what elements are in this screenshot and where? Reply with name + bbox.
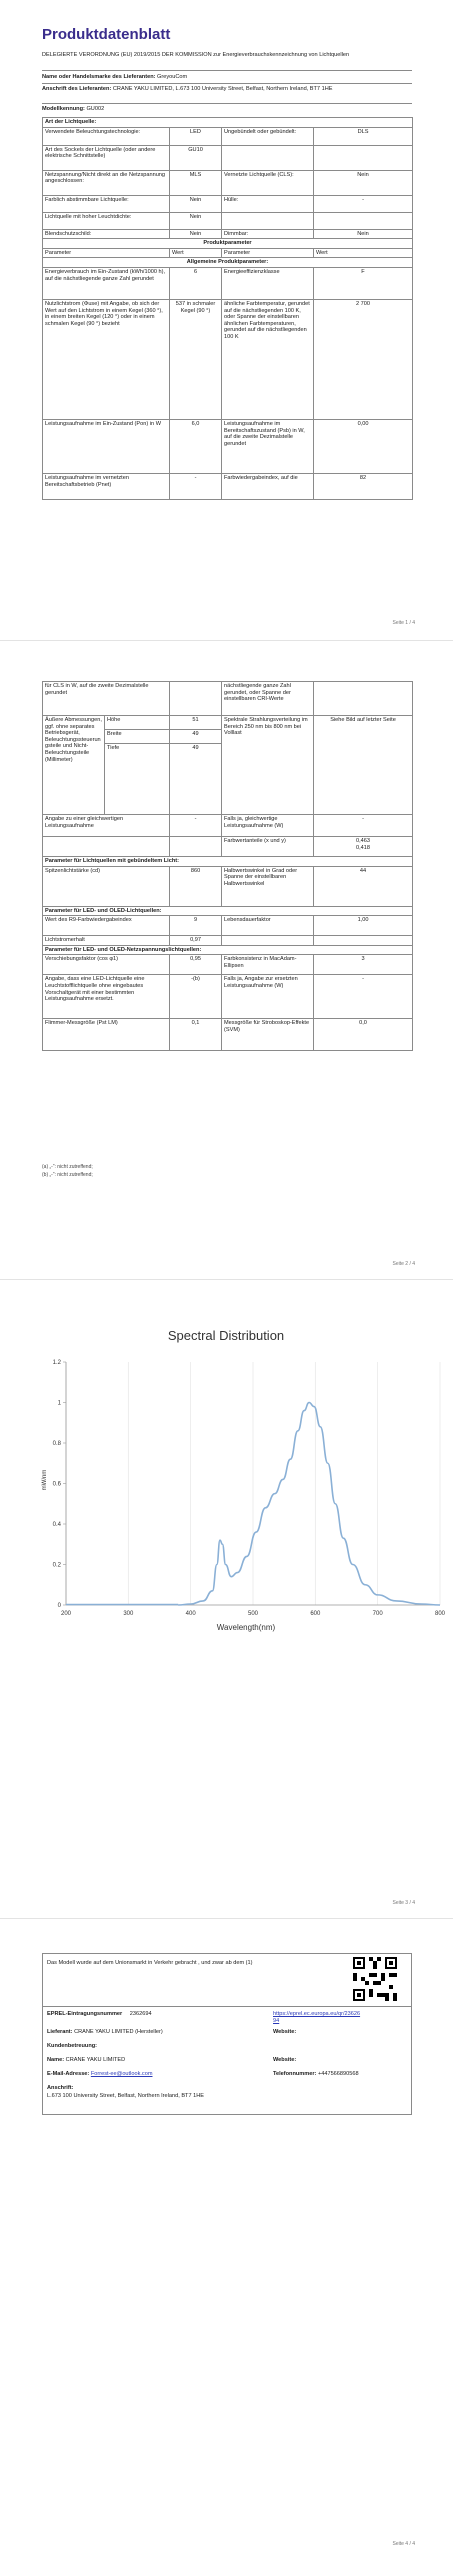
cell-label: Angabe, dass eine LED-Lichtquelle eine Leuchtstofflichtquelle ohne eingebautes Vorschaltgerät mit einer bestimmten Leistungsaufnahme ersetzt. — [43, 975, 170, 1019]
cell-value: F — [314, 267, 413, 299]
info-box — [42, 1953, 412, 2115]
cell-value: 860 — [170, 866, 222, 906]
chart-title: Spectral Distribution — [167, 1328, 285, 1343]
cell-label: Wert des R9-Farbwiedergabeindex — [43, 916, 170, 936]
cell-label: Spektrale Strahlungsverteilung im Bereich 250 nm bis 800 nm bei Volllast — [222, 716, 314, 815]
email-row — [47, 2071, 152, 2078]
cell-label — [222, 936, 314, 946]
eprel-link[interactable]: https://eprel.ec.europa.eu/qr/2362694 — [273, 2011, 361, 2024]
tel-row — [273, 2071, 359, 2078]
cell-value: - — [314, 195, 413, 212]
page-number-text: Seite 3 / 4 — [392, 1900, 415, 1906]
cell-value: Nein — [314, 229, 413, 239]
x-tick-label: 600 — [310, 1611, 321, 1617]
x-tick-label: 800 — [434, 1611, 446, 1617]
cell-value — [314, 837, 413, 857]
page-number — [392, 1261, 415, 1267]
cell-value: 0,1 — [170, 1019, 222, 1051]
page-number — [392, 620, 415, 626]
cell-label: Lebensdauerfaktor — [222, 916, 314, 936]
dimension-value: 49 — [170, 730, 222, 744]
spectral-distribution-chart — [0, 1300, 453, 1640]
cell-label: Farbwiedergabeindex, auf die — [222, 473, 314, 499]
cell-value — [314, 212, 413, 229]
kunden-label: Kundenbetreuung: — [47, 2043, 98, 2049]
model-line — [42, 106, 412, 113]
cell-value: 2 700 — [314, 299, 413, 419]
table-row — [43, 815, 413, 837]
cell-label: Leistungsaufnahme im vernetzten Bereitschaftsbetrieb (Pnet) — [43, 473, 170, 499]
cell-label: Falls ja, Angabe zur ersetzten Leistungsaufnahme (W) — [222, 975, 314, 1019]
params-title: Produktparameter — [43, 239, 413, 249]
email-label: E-Mail-Adresse: — [47, 2071, 90, 2077]
page-number — [392, 1900, 415, 1906]
cell-label — [43, 837, 170, 857]
cell-label: Flimmer-Messgröße (Pst LM) — [43, 1019, 170, 1051]
chart-y-axis-label: mW/nm — [42, 1469, 48, 1491]
cell-value: 6,0 — [170, 419, 222, 473]
cell-value: - — [170, 815, 222, 837]
market-intro: Das Modell wurde auf dem Unionsmarkt in Verkehr gebracht , und zwar ab dem (1) — [47, 1960, 253, 1966]
general-title: Allgemeine Produktparameter: — [43, 258, 413, 268]
lightsource-table — [42, 117, 413, 500]
chart-x-axis-label: Wavelength(nm) — [216, 1623, 276, 1632]
address-line — [42, 86, 412, 93]
table-row — [43, 837, 413, 857]
rule — [42, 103, 412, 104]
supplier-line — [42, 74, 412, 81]
cell-label: Dimmbar: — [222, 229, 314, 239]
y-tick-label: 1 — [57, 1400, 61, 1407]
email-link[interactable]: Forrest-ee@outlook.com — [90, 2071, 153, 2077]
cell-value: Nein — [170, 229, 222, 239]
cell-label: Vernetzte Lichtquelle (CLS): — [222, 170, 314, 195]
cell-label — [222, 145, 314, 170]
cell-label: Äußere Abmessungen, ggf. ohne separates Betriebsgerät, Beleuchtungssteuerungsteile und Nicht-Beleuchtungsteile (Millimeter) — [43, 716, 105, 815]
lieferant-row — [47, 2029, 163, 2036]
regulation-text: DELEGIERTE VERORDNUNG (EU) 2019/2015 DER KOMMISSION zur Energieverbrauchskennzeichnung von Lichtquellen — [42, 52, 350, 58]
table-row — [43, 127, 413, 145]
eprel-label: EPREL-Eintragungsnummer — [47, 2011, 123, 2017]
table-row — [43, 866, 413, 906]
table-row — [43, 170, 413, 195]
cell-value: -(b) — [170, 975, 222, 1019]
website2-label: Website: — [273, 2057, 297, 2063]
supplier-value: GreyouCom — [157, 74, 188, 80]
cell-label: Blendschutzschild: — [43, 229, 170, 239]
params-table-continued — [42, 681, 413, 1051]
dimension-label: Höhe — [105, 716, 170, 730]
cell-value: 82 — [314, 473, 413, 499]
dimension-value: 49 — [170, 744, 222, 815]
rule — [42, 83, 412, 84]
name-label: Name: — [47, 2057, 65, 2063]
anschrift-value: L.673 100 University Street, Belfast, Northern Ireland, BT7 1HE — [47, 2093, 205, 2099]
cell-value: Nein — [170, 212, 222, 229]
table-row — [43, 955, 413, 975]
page-title: Produktdatenblatt — [42, 26, 171, 43]
cell-label: nächstliegende ganze Zahl gerundet, oder Spanne der einstellbaren CRI-Werte — [222, 682, 314, 716]
cell-label: Messgröße für Stroboskop-Effekte (SVM) — [222, 1019, 314, 1051]
name-value: CRANE YAKU LIMITED — [65, 2057, 126, 2063]
rule — [43, 2006, 411, 2007]
cell-value — [170, 837, 222, 857]
cell-value: 1,00 — [314, 916, 413, 936]
dimension-label: Breite — [105, 730, 170, 744]
spectrum-series-line — [178, 1403, 440, 1606]
model-label: Modellkennung: — [42, 106, 85, 112]
table-row — [43, 212, 413, 229]
footnotes — [42, 1163, 412, 1179]
page-3 — [0, 1280, 453, 1918]
table-row — [43, 145, 413, 170]
column-header: Wert — [170, 248, 222, 258]
anschrift-label: Anschrift: — [47, 2085, 74, 2091]
cell-label: Nutzlichtstrom (Φuse) mit Angabe, ob sich der Wert auf den Lichtstrom in einem Kegel (360 °), in einem breiten Kegel (120 °) oder in einem schmalen Kegel (90 °) bezieht — [43, 299, 170, 419]
section-title: Parameter für LED- und OLED-Netzspannungslichtquellen: — [43, 945, 413, 955]
cell-value: - — [170, 473, 222, 499]
table-row — [43, 473, 413, 499]
table-row — [43, 419, 413, 473]
cell-value: 0,0 — [314, 1019, 413, 1051]
footnote-a: (a) „-“: nicht zutreffend; — [42, 1164, 93, 1170]
cell-label: Lichtstromerhalt — [43, 936, 170, 946]
page-2 — [0, 641, 453, 1279]
cell-label: Ungebündelt oder gebündelt: — [222, 127, 314, 145]
cell-value: 537 in schmaler Kegel (90 °) — [170, 299, 222, 419]
cell-label: Halbwertswinkel in Grad oder Spanne der einstellbaren Halbwertswinkel — [222, 866, 314, 906]
table-row — [43, 916, 413, 936]
column-header: Parameter — [43, 248, 170, 258]
x-tick-label: 200 — [60, 1611, 72, 1617]
page-number — [392, 2541, 415, 2547]
cell-value — [314, 682, 413, 716]
cell-value: 0,00 — [314, 419, 413, 473]
table-row — [43, 267, 413, 299]
cell-label: Verwendete Beleuchtungstechnologie: — [43, 127, 170, 145]
table-row — [43, 195, 413, 212]
cell-value: 6 — [170, 267, 222, 299]
dimension-value: 51 — [170, 716, 222, 730]
qr-code — [353, 1957, 397, 2001]
cell-label: Farblich abstimmbare Lichtquelle: — [43, 195, 170, 212]
page-number-text: Seite 4 / 4 — [392, 2541, 415, 2547]
cell-label: Netzspannung/Nicht direkt an die Netzspannung angeschlossen: — [43, 170, 170, 195]
eprel-value: 2362694 — [129, 2011, 152, 2017]
table-row — [43, 299, 413, 419]
footnote-b: (b) „-“: nicht zutreffend; — [42, 1172, 93, 1178]
table-row — [43, 975, 413, 1019]
column-header: Wert — [314, 248, 413, 258]
lieferant-label: Lieferant: — [47, 2029, 73, 2035]
cell-label: Hülle: — [222, 195, 314, 212]
page-number-text: Seite 1 / 4 — [392, 620, 415, 626]
cell-value: Siehe Bild auf letzter Seite — [314, 716, 413, 815]
cell-label: Energieverbrauch im Ein-Zustand (kWh/1000 h), auf die nächstliegende ganze Zahl gerundet — [43, 267, 170, 299]
cell-label: für CLS in W, auf die zweite Dezimalstelle gerundet — [43, 682, 170, 716]
cell-value — [170, 682, 222, 716]
lieferant-value: CRANE YAKU LIMITED (Hersteller) — [74, 2029, 163, 2035]
tel-value: +447566890568 — [317, 2071, 359, 2077]
y-tick-label: 0.4 — [52, 1522, 61, 1528]
cell-label: Farbkonsistenz in MacAdam-Ellipsen — [222, 955, 314, 975]
chroma-x: 0,463 — [356, 838, 371, 844]
cell-label: Verschiebungsfaktor (cos φ1) — [43, 955, 170, 975]
table-row — [43, 229, 413, 239]
x-tick-label: 400 — [185, 1611, 196, 1617]
table-row — [43, 1019, 413, 1051]
supplier-label: Name oder Handelsmarke des Lieferanten: — [42, 74, 156, 80]
y-tick-label: 0.2 — [52, 1562, 61, 1569]
cell-value: MLS — [170, 170, 222, 195]
cell-value: LED — [170, 127, 222, 145]
tel-label: Telefonnummer: — [273, 2071, 317, 2077]
cell-value: - — [314, 975, 413, 1019]
y-tick-label: 0.6 — [52, 1481, 61, 1488]
page-number-text: Seite 2 / 4 — [392, 1261, 415, 1267]
name-row — [47, 2057, 125, 2064]
y-tick-label: 0 — [57, 1603, 61, 1609]
x-tick-label: 700 — [372, 1611, 383, 1617]
cell-value: 3 — [314, 955, 413, 975]
cell-value: - — [314, 815, 413, 837]
website-label: Website: — [273, 2029, 297, 2035]
cell-label: Falls ja, gleichwertige Leistungsaufnahme (W) — [222, 815, 314, 837]
cell-label: Angabe zu einer gleichwertigen Leistungsaufnahme — [43, 815, 170, 837]
cell-label: Spitzenlichtstärke (cd) — [43, 866, 170, 906]
address-label: Anschrift des Lieferanten: — [42, 86, 112, 92]
header-rule — [42, 70, 412, 71]
cell-label: Leistungsaufnahme im Bereitschaftszustand (Psb) in W, auf die zweite Dezimalstelle gerundet — [222, 419, 314, 473]
page-4 — [0, 1919, 453, 2560]
section-title: Parameter für Lichtquellen mit gebündeltem Licht: — [43, 857, 413, 867]
table-row — [43, 682, 413, 716]
table-header-row — [43, 248, 413, 258]
cell-value — [314, 145, 413, 170]
cell-label: Art des Sockels der Lichtquelle (oder andere elektrische Schnittstelle) — [43, 145, 170, 170]
cell-label: Farbwertanteile (x und y) — [222, 837, 314, 857]
y-tick-label: 0.8 — [52, 1441, 61, 1447]
x-tick-label: 500 — [247, 1611, 259, 1617]
cell-value: 0,97 — [170, 936, 222, 946]
model-value: GU002 — [86, 106, 105, 112]
x-tick-label: 300 — [123, 1611, 134, 1617]
y-tick-label: 1.2 — [52, 1360, 61, 1366]
cell-label: ähnliche Farbtemperatur, gerundet auf die nächstliegenden 100 K, oder Spanne der einstellbaren ähnlichen Farbtemperaturen, gerundet auf die nächstliegenden 100 K — [222, 299, 314, 419]
section-title: Parameter für LED- und OLED-Lichtquellen: — [43, 906, 413, 916]
cell-label: Leistungsaufnahme im Ein-Zustand (Pon) in W — [43, 419, 170, 473]
cell-value: 0,95 — [170, 955, 222, 975]
cell-value: 9 — [170, 916, 222, 936]
column-header: Parameter — [222, 248, 314, 258]
chroma-y: 0,418 — [356, 844, 371, 851]
cell-value: 44 — [314, 866, 413, 906]
section-art: Art der Lichtquelle: — [43, 118, 413, 128]
cell-label — [222, 212, 314, 229]
address-value: CRANE YAKU LIMITED, L.673 100 University Street, Belfast, Northern Ireland, BT7 1HE — [112, 86, 333, 92]
table-row — [43, 716, 413, 730]
cell-value: GU10 — [170, 145, 222, 170]
cell-value — [314, 936, 413, 946]
qr-code-icon — [353, 1957, 397, 2001]
cell-value: Nein — [314, 170, 413, 195]
eprel-row — [47, 2011, 152, 2018]
cell-value: DLS — [314, 127, 413, 145]
table-row — [43, 936, 413, 946]
dimension-label: Tiefe — [105, 744, 170, 815]
cell-label: Energieeffizienzklasse — [222, 267, 314, 299]
page-1 — [0, 0, 453, 640]
cell-value: Nein — [170, 195, 222, 212]
cell-label: Lichtquelle mit hoher Leuchtdichte: — [43, 212, 170, 229]
